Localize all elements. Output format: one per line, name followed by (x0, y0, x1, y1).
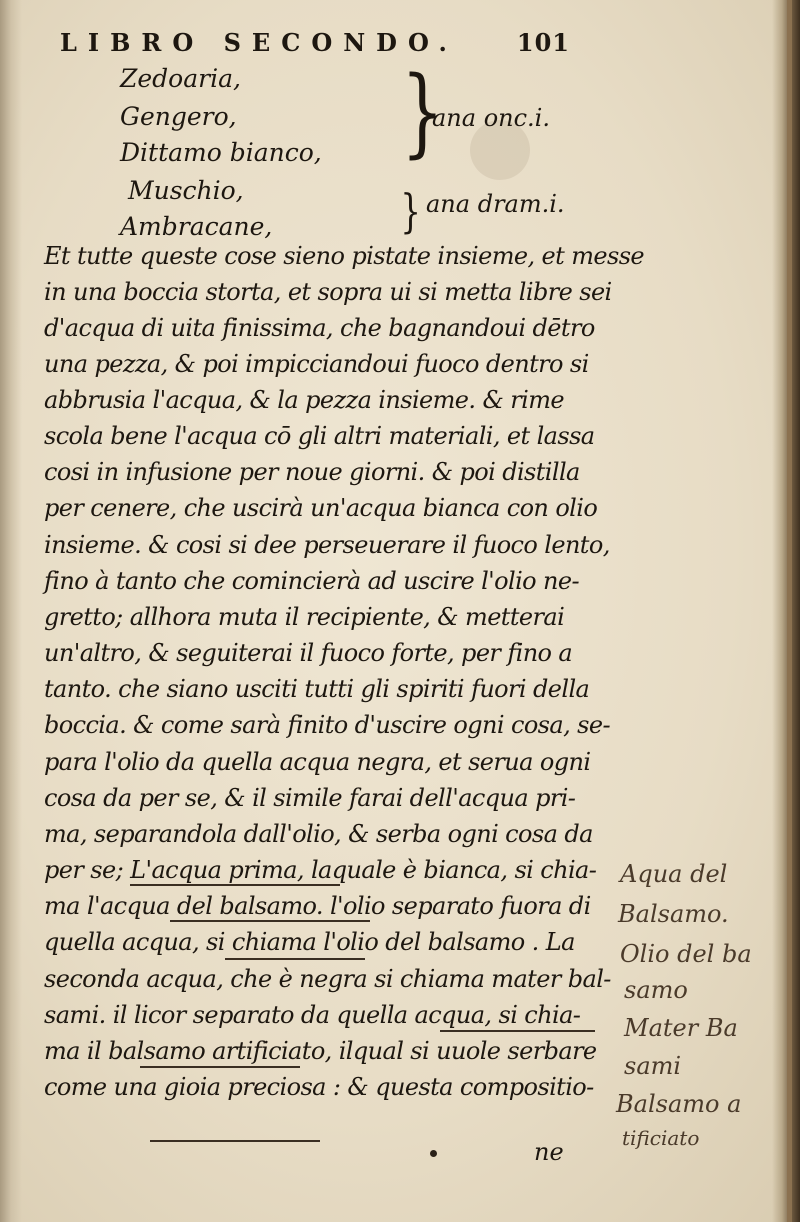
catchword: ne (534, 1138, 564, 1166)
text-line: fino à tanto che comincierà ad uscire l'olio ne- (44, 567, 580, 595)
text-line: boccia. & come sarà finito d'uscire ogni cosa, se- (44, 711, 610, 739)
text-line: un'altro, & seguiterai il fuoco forte, per fino a (44, 639, 573, 667)
text-line: per se; L'acqua prima, laquale è bianca, si chia- (44, 856, 597, 884)
text-line: tanto. che siano usciti tutti gli spiriti fuori della (44, 675, 590, 703)
ingredient: Muschio, (128, 176, 244, 205)
recipe-block (120, 56, 580, 241)
marginal-note: sami (624, 1052, 682, 1080)
handwritten-underline (150, 1140, 320, 1142)
text-line: cosi in infusione per noue giorni. & poi distilla (44, 458, 580, 486)
text-line: seconda acqua, che è negra si chiama mater bal- (44, 965, 611, 993)
ingredient: Gengero, (120, 102, 237, 131)
text-line: insieme. & cosi si dee perseuerare il fuoco lento, (44, 531, 610, 559)
page-edge (772, 0, 800, 1222)
gutter-shadow (0, 0, 22, 1222)
handwritten-underline (225, 958, 365, 960)
text-line: para l'olio da quella acqua negra, et serua ogni (44, 748, 591, 776)
text-line: ma, separandola dall'olio, & serba ogni cosa da (44, 820, 593, 848)
text-line: cosa da per se, & il simile farai dell'acqua pri- (44, 784, 576, 812)
marginal-note: Mater Ba (624, 1014, 738, 1042)
handwritten-underline (140, 1066, 300, 1068)
ingredient: Ambracane, (120, 212, 273, 241)
page-edge-strip (787, 0, 792, 1222)
ink-dot (430, 1150, 437, 1157)
text-line: Et tutte queste cose sieno pistate insieme, et messe (44, 242, 645, 270)
text-line: per cenere, che uscirà un'acqua bianca con olio (44, 494, 598, 522)
marginal-note: Balsamo. (618, 900, 729, 928)
running-head-title: LIBRO SECONDO. (60, 28, 458, 57)
marginal-note: tificiato (622, 1126, 700, 1150)
text-line: in una boccia storta, et sopra ui si metta libre sei (44, 278, 612, 306)
text-line: d'acqua di uita finissima, che bagnandoui dētro (44, 314, 595, 342)
handwritten-underline (170, 920, 370, 922)
text-line: ma il balsamo artificiato, ilqual si uuole serbare (44, 1037, 597, 1065)
page-number: 101 (516, 28, 570, 57)
handwritten-underline (130, 884, 340, 886)
handwritten-underline (440, 1030, 595, 1032)
text-line: come una gioia preciosa : & questa compositio- (44, 1073, 594, 1101)
marginal-note: samo (624, 976, 688, 1004)
marginal-note: Balsamo a (616, 1090, 742, 1118)
running-head (60, 28, 570, 57)
marginal-note: Aqua del (620, 860, 728, 888)
text-line: gretto; allhora muta il recipiente, & metterai (44, 603, 565, 631)
curly-brace-icon: } (401, 56, 444, 168)
text-line: una pezza, & poi impicciandoui fuoco dentro si (44, 350, 589, 378)
text-line: quella acqua, si chiama l'olio del balsamo . La (44, 928, 575, 956)
curly-brace-icon: } (400, 184, 421, 238)
marginal-note: Olio del ba (620, 940, 752, 968)
ingredient: Zedoaria, (120, 64, 241, 93)
text-line: scola bene l'acqua cō gli altri materiali, et lassa (44, 422, 595, 450)
dose-label: ana dram.i. (426, 190, 565, 218)
text-line: ma l'acqua del balsamo. l'olio separato fuora di (44, 892, 591, 920)
text-line: abbrusia l'acqua, & la pezza insieme. & rime (44, 386, 564, 414)
text-line: sami. il licor separato da quella acqua, si chia- (44, 1001, 581, 1029)
dose-label: ana onc.i. (432, 104, 550, 132)
ingredient: Dittamo bianco, (120, 138, 322, 167)
